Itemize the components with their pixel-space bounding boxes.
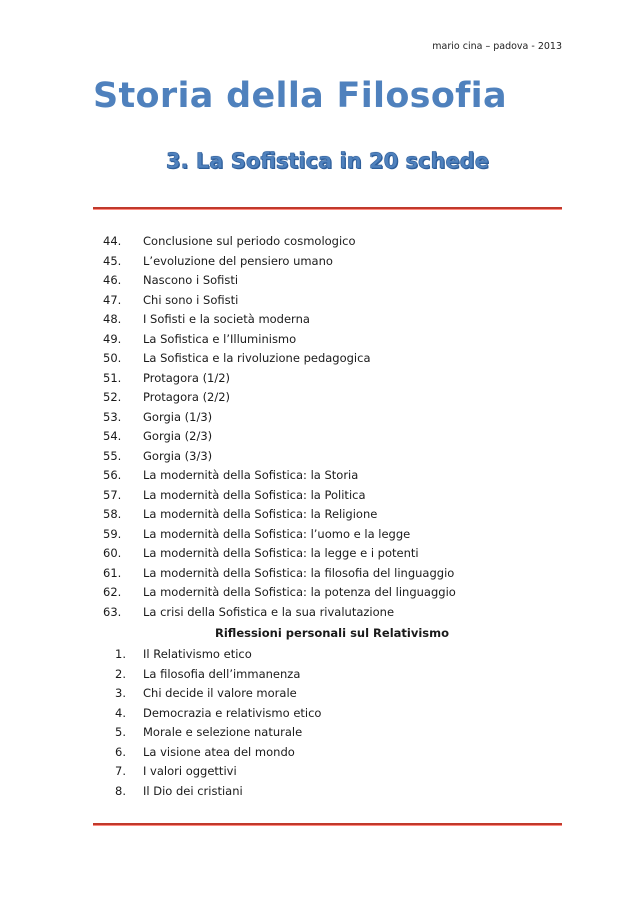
list-item bbox=[103, 427, 563, 447]
list-item bbox=[103, 723, 563, 743]
list-item bbox=[103, 447, 563, 467]
item-number: 58. bbox=[103, 507, 122, 521]
item-number: 46. bbox=[103, 273, 122, 287]
riflessioni-heading: Riflessioni personali sul Relativismo bbox=[215, 626, 450, 640]
item-number: 7. bbox=[115, 764, 126, 778]
list-item bbox=[103, 291, 563, 311]
list-item bbox=[103, 525, 563, 545]
list-item bbox=[103, 330, 563, 350]
list-item bbox=[103, 252, 563, 272]
item-number: 57. bbox=[103, 487, 122, 502]
schede-list bbox=[103, 232, 563, 622]
item-number: 62. bbox=[103, 585, 122, 599]
item-number: 49. bbox=[103, 331, 122, 346]
item-number: 48. bbox=[103, 312, 122, 326]
list-item bbox=[103, 369, 563, 389]
item-text: Morale e selezione naturale bbox=[143, 725, 303, 739]
item-text: L’evoluzione del pensiero umano bbox=[143, 253, 333, 268]
list-item bbox=[103, 271, 563, 291]
item-number: 54. bbox=[103, 429, 122, 443]
item-text: La modernità della Sofistica: la potenza del linguaggio bbox=[143, 585, 456, 599]
item-text: La modernità della Sofistica: la filosofia del linguaggio bbox=[143, 565, 455, 580]
item-text: Gorgia (2/3) bbox=[143, 429, 213, 443]
item-number: 53. bbox=[103, 409, 122, 424]
item-number: 4. bbox=[115, 705, 126, 720]
item-text: La visione atea del mondo bbox=[143, 744, 295, 759]
item-number: 51. bbox=[103, 370, 122, 385]
list-item bbox=[103, 544, 563, 564]
item-text: La modernità della Sofistica: la legge e i potenti bbox=[143, 546, 419, 560]
item-text: Protagora (1/2) bbox=[143, 370, 231, 385]
item-text: Protagora (2/2) bbox=[143, 390, 231, 404]
list-item bbox=[103, 603, 563, 623]
item-number: 63. bbox=[103, 604, 122, 619]
item-number: 55. bbox=[103, 448, 122, 463]
item-text: La Sofistica e la rivoluzione pedagogica bbox=[143, 351, 371, 365]
item-text: La modernità della Sofistica: la Storia bbox=[143, 468, 359, 482]
item-text: Il Relativismo etico bbox=[143, 647, 252, 661]
item-number: 6. bbox=[115, 744, 126, 759]
item-text: La filosofia dell’immanenza bbox=[143, 666, 301, 681]
item-text: La modernità della Sofistica: la Religione bbox=[143, 507, 378, 521]
item-number: 3. bbox=[115, 686, 126, 700]
list-item bbox=[103, 564, 563, 584]
author-header: mario cina – padova - 2013 bbox=[432, 41, 562, 52]
item-number: 8. bbox=[115, 783, 126, 798]
item-number: 60. bbox=[103, 546, 122, 560]
item-number: 2. bbox=[115, 666, 126, 681]
list-item bbox=[103, 743, 563, 763]
item-number: 59. bbox=[103, 526, 122, 541]
list-item bbox=[103, 583, 563, 603]
top-divider bbox=[93, 207, 562, 210]
list-item bbox=[103, 782, 563, 802]
item-number: 47. bbox=[103, 292, 122, 307]
list-item bbox=[103, 408, 563, 428]
document-subtitle: 3. La Sofistica in 20 schede bbox=[166, 149, 489, 173]
item-text: Chi decide il valore morale bbox=[143, 686, 297, 700]
list-item bbox=[103, 645, 563, 665]
item-text: I valori oggettivi bbox=[143, 764, 237, 778]
list-item bbox=[103, 505, 563, 525]
riflessioni-list bbox=[103, 645, 563, 801]
list-item bbox=[103, 665, 563, 685]
list-item bbox=[103, 466, 563, 486]
item-text: Nascono i Sofisti bbox=[143, 273, 239, 287]
item-number: 45. bbox=[103, 253, 122, 268]
item-text: Gorgia (3/3) bbox=[143, 448, 213, 463]
list-item bbox=[103, 762, 563, 782]
item-number: 5. bbox=[115, 725, 126, 739]
list-item bbox=[103, 310, 563, 330]
item-number: 1. bbox=[115, 647, 126, 661]
item-text: La Sofistica e l’Illuminismo bbox=[143, 331, 297, 346]
item-text: Il Dio dei cristiani bbox=[143, 783, 243, 798]
item-text: Conclusione sul periodo cosmologico bbox=[143, 234, 356, 248]
list-item bbox=[103, 704, 563, 724]
list-item bbox=[103, 349, 563, 369]
item-text: Gorgia (1/3) bbox=[143, 409, 213, 424]
list-item bbox=[103, 232, 563, 252]
list-item bbox=[103, 388, 563, 408]
item-text: Chi sono i Sofisti bbox=[143, 292, 239, 307]
item-number: 61. bbox=[103, 565, 122, 580]
list-item bbox=[103, 486, 563, 506]
bottom-divider bbox=[93, 823, 562, 826]
item-number: 50. bbox=[103, 351, 122, 365]
item-number: 52. bbox=[103, 390, 122, 404]
list-item bbox=[103, 684, 563, 704]
item-text: La modernità della Sofistica: l’uomo e la legge bbox=[143, 526, 411, 541]
item-number: 44. bbox=[103, 234, 122, 248]
item-number: 56. bbox=[103, 468, 122, 482]
document-title: Storia della Filosofia bbox=[93, 76, 507, 116]
item-text: Democrazia e relativismo etico bbox=[143, 705, 322, 720]
item-text: La crisi della Sofistica e la sua rivalutazione bbox=[143, 604, 395, 619]
item-text: La modernità della Sofistica: la Politica bbox=[143, 487, 366, 502]
item-text: I Sofisti e la società moderna bbox=[143, 312, 310, 326]
